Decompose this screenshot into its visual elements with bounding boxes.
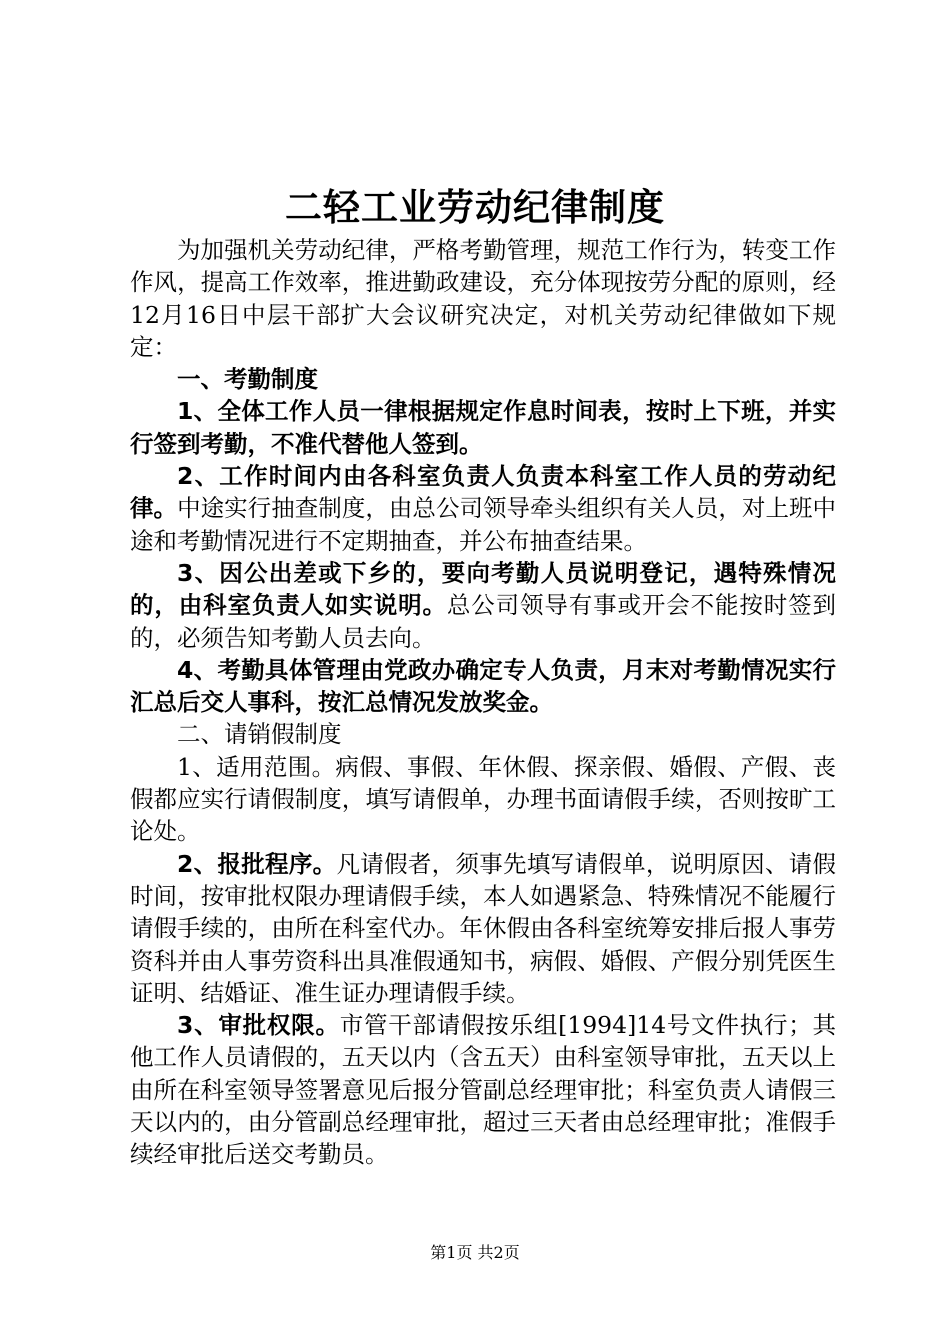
section2-item2-lead: 2、报批程序。 bbox=[177, 849, 337, 878]
section2-item3-text: 市管干部请假按乐组[1994]14号文件执行；其他工作人员请假的，五天以内（含五天）由科室领导审批，五天以上由所在科室领导签署意见后报分管副总经理审批；科室负责人请假三天以内的，由分管副总经理审批，超过三天者由总经理审批；准假手续经审批后送交考勤员。 bbox=[130, 1011, 837, 1169]
section1-item2-lead: 2、工作时间内由各科室负责人负责本科室工作人员的劳动纪律。 bbox=[130, 462, 836, 523]
intro-paragraph: 为加强机关劳动纪律，严格考勤管理，规范工作行为，转变工作作风，提高工作效率，推进勤政建设，充分体现按劳分配的原则，经12月16日中层干部扩大会议研究决定，对机关劳动纪律做如下规定： bbox=[130, 236, 836, 361]
section2-item1: 1、适用范围。病假、事假、年休假、探亲假、婚假、产假、丧假都应实行请假制度，填写请假单，办理书面请假手续，否则按旷工论处。 bbox=[130, 752, 836, 846]
page-number-footer: 第1页 共2页 bbox=[430, 1243, 520, 1262]
section2-heading: 二、请销假制度 bbox=[177, 720, 342, 749]
section1-item3 bbox=[130, 557, 836, 654]
section1-item3-text: 总公司领导有事或开会不能按时签到的，必须告知考勤人员去向。 bbox=[130, 591, 836, 652]
section1-item2-text: 中途实行抽查制度，由总公司领导牵头组织有关人员，对上班中途和考勤情况进行不定期抽查，并公布抽查结果。 bbox=[130, 494, 837, 555]
section1-item1: 1、全体工作人员一律根据规定作息时间表，按时上下班，并实行签到考勤，不准代替他人签到。 bbox=[130, 397, 836, 458]
document-title: 二轻工业劳动纪律制度 bbox=[285, 186, 665, 229]
section2-item3-lead: 3、审批权限。 bbox=[177, 1011, 340, 1040]
section2-item2 bbox=[130, 848, 836, 1009]
section1-item2 bbox=[130, 460, 836, 557]
section1-item4: 4、考勤具体管理由党政办确定专人负责，月末对考勤情况实行汇总后交人事科，按汇总情况发放奖金。 bbox=[130, 655, 836, 717]
section1-item3-lead: 3、因公出差或下乡的，要向考勤人员说明登记，遇特殊情况的，由科室负责人如实说明。 bbox=[130, 558, 836, 620]
section2-item2-text: 凡请假者，须事先填写请假单，说明原因、请假时间，按审批权限办理请假手续，本人如遇紧急、特殊情况不能履行请假手续的，由所在科室代办。年休假由各科室统筹安排后报人事劳资科并由人事劳资科出具准假通知书，病假、婚假、产假分别凭医生证明、结婚证、准生证办理请假手续。 bbox=[130, 849, 836, 1007]
section2-item3 bbox=[130, 1009, 836, 1170]
section1-heading: 一、考勤制度 bbox=[177, 365, 318, 394]
document-body bbox=[130, 234, 836, 1171]
